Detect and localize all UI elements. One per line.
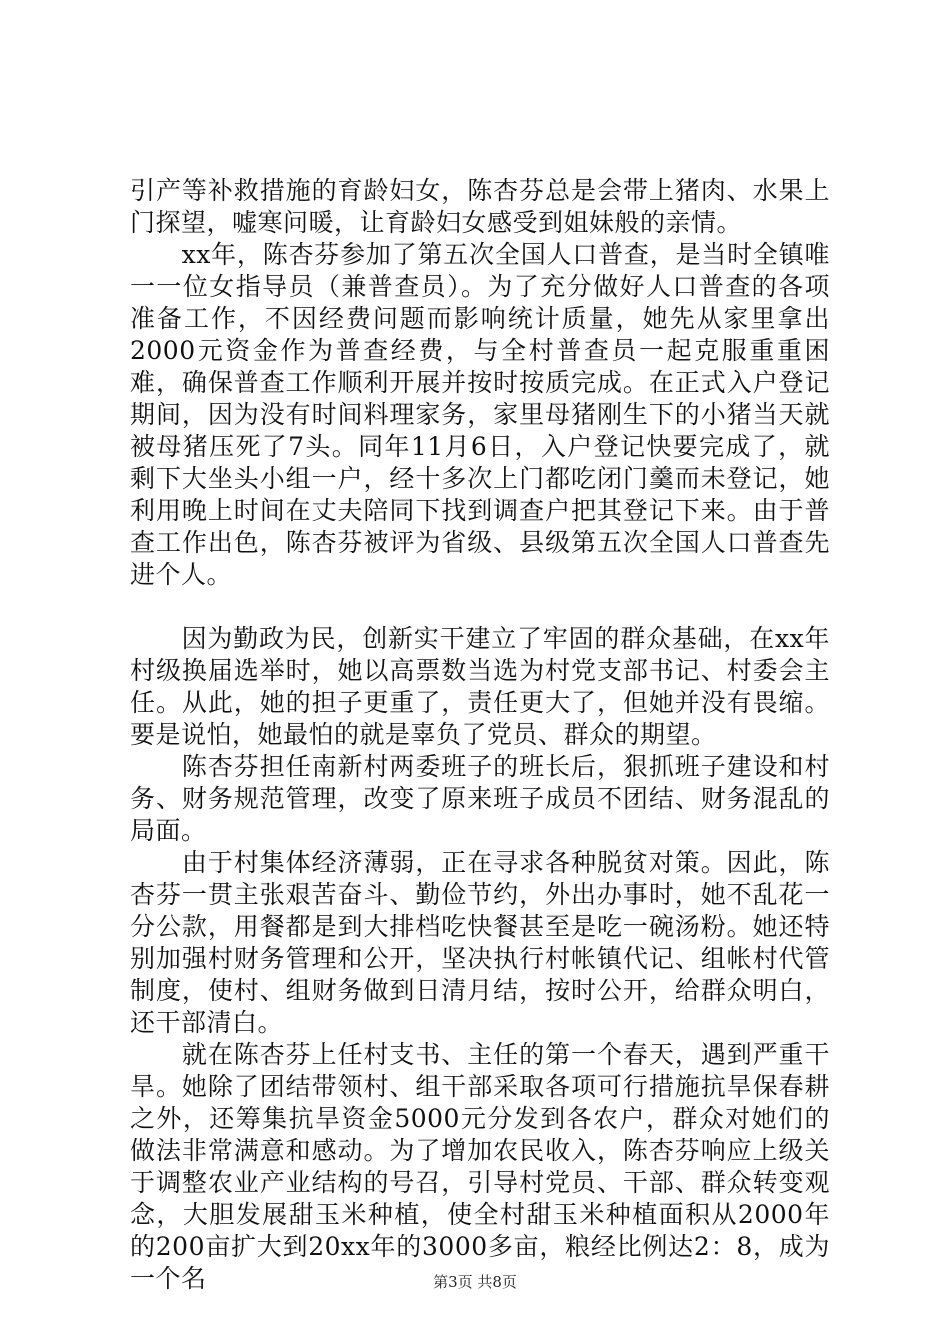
- paragraph-2: xx年，陈杏芬参加了第五次全国人口普查，是当时全镇唯一一位女指导员（兼普查员）。为了充分做好人口普查的各项准备工作，不因经费问题而影响统计质量，她先从家里拿出2000元资金作为普查经费，与全村普查员一起克服重重困难，确保普查工作顺利开展并按时按质完成。在正式入户登记期间，因为没有时间料理家务，家里母猪刚生下的小猪当天就被母猪压死了7头。同年11月6日，入户登记快要完成了，就剩下大坐头小组一户，经十多次上门都吃闭门羹而未登记，她利用晚上时间在丈夫陪同下找到调查户把其登记下来。由于普查工作出色，陈杏芬被评为省级、县级第五次全国人口普查先进个人。: [130, 240, 830, 589]
- paragraph-4: 陈杏芬担任南新村两委班子的班长后，狠抓班子建设和村务、财务规范管理，改变了原来班子成员不团结、财务混乱的局面。: [130, 752, 830, 845]
- paragraph-6: 就在陈杏芬上任村支书、主任的第一个春天，遇到严重干旱。她除了团结带领村、组干部采取各项可行措施抗旱保春耕之外，还筹集抗旱资金5000元分发到各农户，群众对她们的做法非常满意和感动。为了增加农民收入，陈杏芬响应上级关于调整农业产业结构的号召，引导村党员、干部、群众转变观念，大胆发展甜玉米种植，使全村甜玉米种植面积从2000年的200亩扩大到20xx年的3000多亩，粮经比例达2：8，成为一个名: [130, 1040, 830, 1293]
- paragraph-spacer: [130, 591, 830, 623]
- paragraph-5: 由于村集体经济薄弱，正在寻求各种脱贫对策。因此，陈杏芬一贯主张艰苦奋斗、勤俭节约，外出办事时，她不乱花一分公款，用餐都是到大排档吃快餐甚至是吃一碗汤粉。她还特别加强村财务管理和公开，坚决执行村帐镇代记、组帐村代管制度，使村、组财务做到日清月结，按时公开，给群众明白，还干部清白。: [130, 848, 830, 1037]
- paragraph-3: 因为勤政为民，创新实干建立了牢固的群众基础，在xx年村级换届选举时，她以高票数当选为村党支部书记、村委会主任。从此，她的担子更重了，责任更大了，但她并没有畏缩。要是说怕，她最怕的就是辜负了党员、群众的期望。: [130, 624, 830, 749]
- page-footer: [0, 1272, 950, 1292]
- document-body: [130, 175, 830, 1295]
- paragraph-1: 引产等补救措施的育龄妇女，陈杏芬总是会带上猪肉、水果上门探望，嘘寒问暖，让育龄妇女感受到姐妹般的亲情。: [130, 176, 830, 237]
- page-number-label: 第3页 共8页: [433, 1273, 517, 1291]
